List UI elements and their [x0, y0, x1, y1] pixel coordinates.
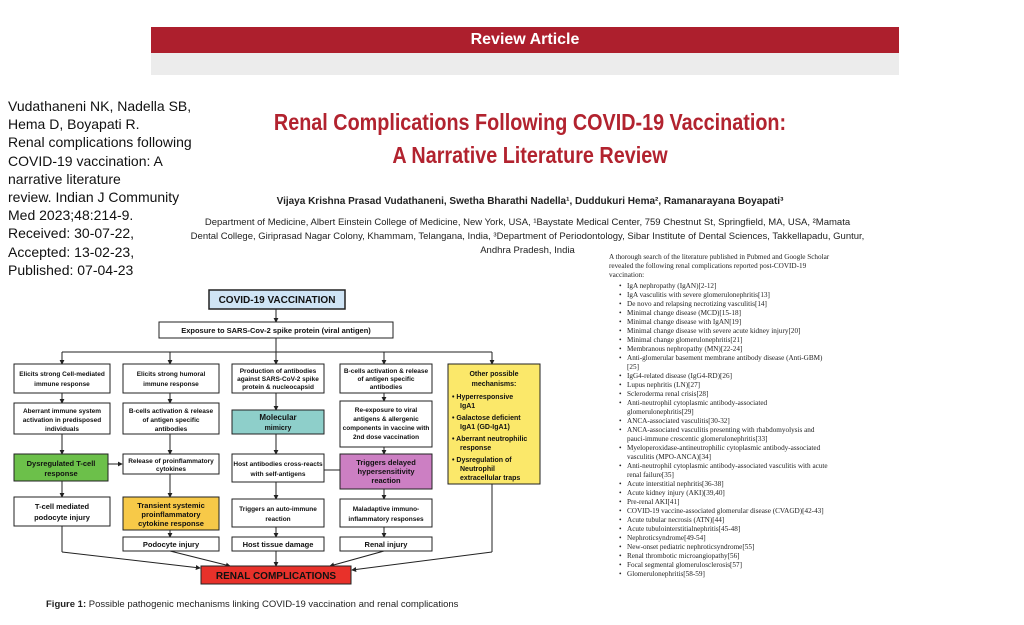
citation-line: Renal complications following [8, 134, 192, 151]
box-autoimmune: Triggers an auto-immune [239, 506, 317, 513]
list-item: • Membranous nephropathy (MN)[22-24] [619, 345, 834, 354]
other-mechanism-item: • Galactose deficient [452, 415, 521, 422]
list-item: • Acute interstitial nephritis[36-38] [619, 480, 834, 489]
other-mechanism-item: • Dysregulation of [452, 457, 512, 464]
box-renal-complications: RENAL COMPLICATIONS [215, 571, 337, 582]
box-cytokine-release: Release of proinflammatory [128, 458, 214, 465]
box-antibody-production: Production of antibodies [239, 368, 317, 375]
box-cell-mediated: immune response [34, 381, 90, 388]
affiliation-line-2: Dental College, Giriprasad Nagar Colony, Khammam, Telangana, India, ³Department of Periodontology, Sibar Institute of Dental Sciences, Takkellapadu, Guntur, [190, 231, 865, 242]
box-molecular-mimicry: mimicry [264, 425, 292, 432]
box-host-tissue: Host tissue damage [242, 540, 314, 549]
box-aberrant-immune: activation in predisposed [22, 417, 102, 424]
list-item: • Acute kidney injury (AKI)[39,40] [619, 489, 834, 498]
citation-line: COVID-19 vaccination: A [8, 152, 163, 169]
list-item: • Scleroderma renal crisis[28] [619, 390, 834, 399]
box-autoimmune: reaction [265, 516, 291, 523]
box-humoral: immune response [143, 381, 199, 388]
list-item: • De novo and relapsing necrotizing vasculitis[14] [619, 300, 834, 309]
list-item: • Minimal change disease with severe acute kidney injury[20] [619, 327, 834, 336]
list-item: • Nephroticsyndrome[49-54] [619, 534, 834, 543]
box-covid-vaccination: COVID-19 VACCINATION [218, 295, 336, 306]
affiliation-line-1: Department of Medicine, Albert Einstein College of Medicine, New York, USA, ¹Baystate Medical Center, 759 Chestnut St, Springfield, MA, USA, ²Mamata [204, 217, 851, 228]
list-item: • Anti-glomerular basement membrane antibody disease (Anti-GBM)[25] [619, 354, 834, 372]
other-mechanisms-title: mechanisms: [471, 381, 517, 388]
title-line-1: Renal Complications Following COVID-19 Vaccination: [273, 109, 787, 135]
box-molecular-mimicry: Molecular [259, 413, 297, 422]
list-item: • COVID-19 vaccine-associated glomerular disease (CVAGD)[42-43] [619, 507, 834, 516]
box-reexposure: components in vaccine with [342, 425, 430, 432]
box-exposure: Exposure to SARS-Cov-2 spike protein (viral antigen) [181, 326, 371, 335]
list-item: • New-onset pediatric nephroticsyndrome[55] [619, 543, 834, 552]
citation-line: Vudathaneni NK, Nadella SB, [8, 98, 192, 114]
citation-line: Accepted: 13-02-23, [8, 243, 135, 260]
list-item: • Acute tubulointerstitialnephritis[45-48] [619, 525, 834, 534]
list-item: • ANCA-associated vasculitis[30-32] [619, 417, 834, 426]
box-delayed-hypersensitivity: Triggers delayed [356, 458, 416, 467]
box-bcell-activation: B-cells activation & release [343, 368, 429, 375]
box-maladaptive: inflammatory responses [348, 516, 424, 523]
list-item: • Anti-neutrophil cytoplasmic antibody-associated vasculitis with acute renal failure[35] [619, 462, 834, 480]
list-item: • Minimal change disease (MCD)[15-18] [619, 309, 834, 318]
author-list: Vijaya Krishna Prasad Vudathaneni, Swetha Bharathi Nadella¹, Duddukuri Hema², Ramanarayana Boyapati³ [276, 196, 784, 207]
other-mechanism-item: Neutrophil [460, 466, 495, 473]
citation-line: Received: 30-07-22, [8, 225, 135, 242]
citation-line: Hema D, Boyapati R. [8, 116, 140, 133]
citation-line: Med 2023;48:214-9. [8, 207, 134, 224]
other-mechanism-item: IgA1 [460, 403, 476, 410]
box-aberrant-immune: individuals [45, 426, 79, 433]
list-item: • ANCA-associated vasculitis presenting with rhabdomyolysis and pauci-immune crescentic glomerulonephritis[33] [619, 426, 834, 444]
box-tcell-podocyte: T-cell mediated [34, 502, 90, 511]
other-mechanism-item: IgA1 (GD-IgA1) [460, 424, 510, 431]
box-podocyte-injury: Podocyte injury [142, 540, 200, 549]
box-reexposure: 2nd dose vaccination [352, 434, 420, 441]
box-cross-react: with self-antigens [250, 471, 306, 478]
box-renal-injury: Renal injury [364, 540, 408, 549]
list-item: • Anti-neutrophil cytoplasmic antibody-associated glomerulonephritis[29] [619, 399, 834, 417]
other-mechanism-item: • Aberrant neutrophilic [452, 436, 528, 443]
citation-line: review. Indian J Community [8, 189, 180, 206]
box-transient-cytokine: proinflammatory [141, 510, 201, 519]
list-item: • Renal thrombotic microangiopathy[56] [619, 552, 834, 561]
box-bcell-release: B-cells activation & release [128, 408, 214, 415]
list-item: • Minimal change glomerulonephritis[21] [619, 336, 834, 345]
list-item: • IgG4-related disease (IgG4-RD)[26] [619, 372, 834, 381]
box-cell-mediated: Elicits strong Cell-mediated [19, 371, 105, 378]
citation-line: narrative literature [8, 170, 121, 187]
box-bcell-release: antibodies [154, 426, 188, 433]
box-reexposure: antigens & allergenic [353, 416, 419, 423]
other-mechanism-item: extracellular traps [460, 475, 521, 482]
list-item: • IgA nephropathy (IgAN)[2-12] [619, 282, 834, 291]
box-aberrant-immune: Aberrant immune system [22, 408, 102, 415]
box-delayed-hypersensitivity: reaction [371, 476, 401, 485]
box-bcell-activation: of antigen specific [357, 376, 415, 383]
list-intro: A thorough search of the literature published in Pubmed and Google Scholar revealed the following renal complications reported post-COVID-19 vaccination: [609, 253, 830, 279]
box-dysregulated-tcell: Dysregulated T-cell [26, 459, 96, 468]
box-transient-cytokine: cytokine response [138, 519, 204, 528]
citation-line: Published: 07-04-23 [8, 261, 134, 278]
list-item: • Acute tubular necrosis (ATN)[44] [619, 516, 834, 525]
other-mechanism-item: • Hyperresponsive [452, 394, 514, 401]
box-bcell-activation: antibodies [369, 384, 403, 391]
title-line-2: A Narrative Literature Review [392, 142, 668, 168]
box-antibody-production: protein & nucleocapsid [242, 384, 314, 391]
box-maladaptive: Maladaptive immuno- [352, 506, 420, 513]
box-humoral: Elicits strong humoral [136, 371, 206, 378]
list-item: • Myeloperoxidase-antineutrophilic cytoplasmic antibody-associated vasculitis (MPO-ANCA)[34] [619, 444, 834, 462]
box-antibody-production: against SARS-CoV-2 spike [237, 376, 319, 383]
list-item: • Minimal change disease with IgAN[19] [619, 318, 834, 327]
other-mechanism-item: response [460, 445, 492, 452]
figure-caption [46, 599, 458, 610]
affiliation-line-3: Andhra Pradesh, India [480, 245, 575, 256]
list-item: • Glomerulonephritis[58-59] [619, 570, 834, 579]
list-item: • IgA vasculitis with severe glomerulonephritis[13] [619, 291, 834, 300]
box-transient-cytokine: Transient systemic [137, 501, 205, 510]
list-item: • Focal segmental glomerulosclerosis[57] [619, 561, 834, 570]
box-reexposure: Re-exposure to viral [354, 407, 418, 414]
box-cytokine-release: cytokines [156, 466, 186, 473]
article-type-banner: Review Article [151, 27, 899, 53]
figure-caption-text: Possible pathogenic mechanisms linking COVID-19 vaccination and renal complications [88, 599, 459, 610]
box-cross-react: Host antibodies cross-reacts [233, 461, 323, 468]
list-item: • Lupus nephritis (LN)[27] [619, 381, 834, 390]
box-delayed-hypersensitivity: hypersensitivity [357, 467, 415, 476]
box-bcell-release: of antigen specific [142, 417, 200, 424]
box-dysregulated-tcell: response [44, 469, 78, 478]
list-item: • Pre-renal AKI[41] [619, 498, 834, 507]
other-mechanisms-title: Other possible [469, 371, 519, 378]
figure-caption-label: Figure 1: [46, 599, 87, 610]
box-tcell-podocyte: podocyte injury [34, 513, 90, 522]
